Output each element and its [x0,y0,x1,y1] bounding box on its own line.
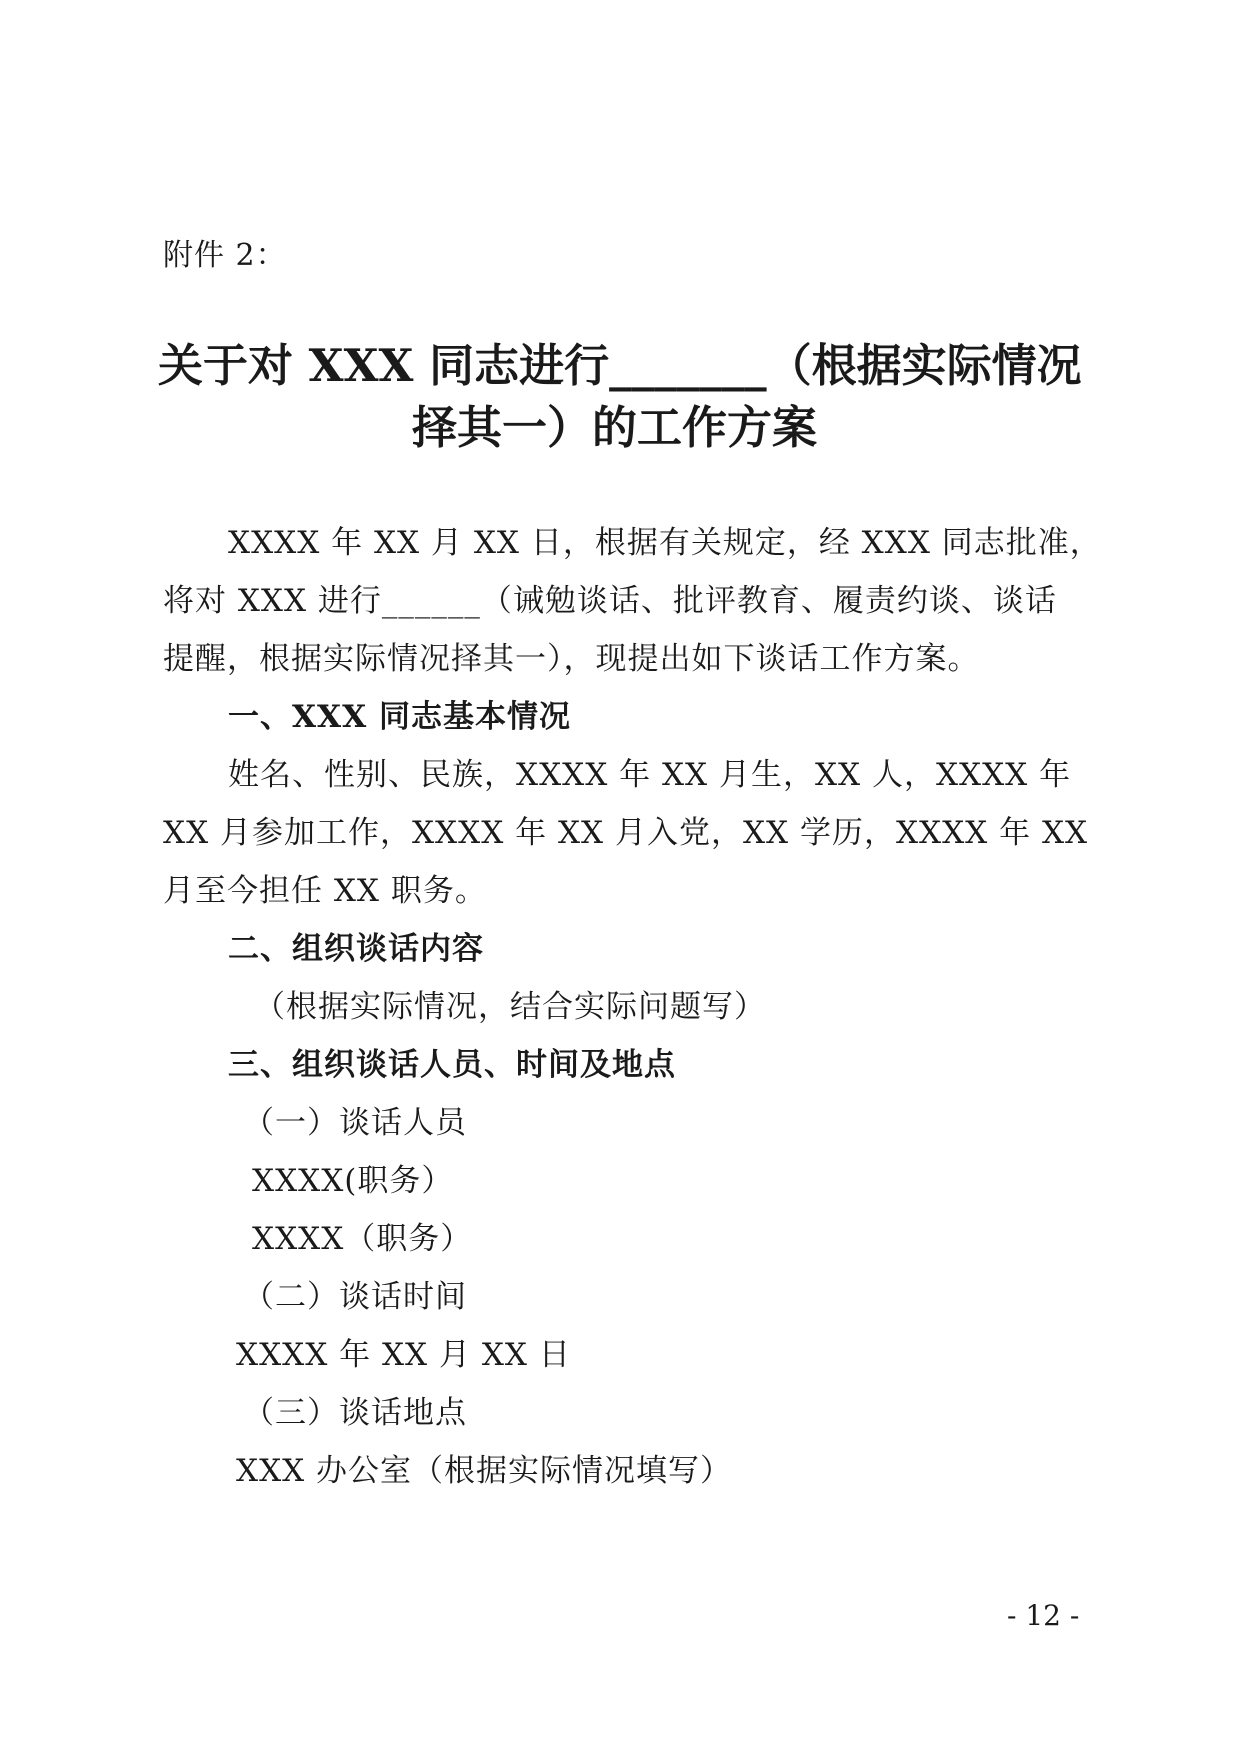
document-title-line-2: 择其一）的工作方案 [412,401,818,454]
section-1-line-1: 姓名、性别、民族，XXXX 年 XX 月生，XX 人，XXXX 年 [228,757,1072,793]
intro-line-2: 将对 XXX 进行______（诫勉谈话、批评教育、履责约谈、谈话 [163,583,1057,619]
section-2-heading: 二、组织谈话内容 [228,931,484,967]
intro-line-1: XXXX 年 XX 月 XX 日，根据有关规定，经 XXX 同志批准， [228,525,1102,561]
section-1-heading: 一、XXX 同志基本情况 [228,699,571,735]
section-3-sub-1: （一）谈话人员 [243,1105,467,1141]
section-3-heading: 三、组织谈话人员、时间及地点 [228,1047,676,1083]
interview-time: XXXX 年 XX 月 XX 日 [236,1337,571,1373]
interview-place: XXX 办公室（根据实际情况填写） [236,1453,733,1489]
document-title-line-1: 关于对 XXX 同志进行_______（根据实际情况 [158,339,1082,392]
interviewer-1: XXXX(职务） [252,1163,454,1199]
interviewer-2: XXXX（职务） [252,1221,473,1257]
attachment-label: 附件 2： [163,238,287,273]
section-3-sub-3: （三）谈话地点 [243,1395,467,1431]
section-1-line-2: XX 月参加工作，XXXX 年 XX 月入党，XX 学历，XXXX 年 XX [163,815,1089,851]
page-number: - 12 - [1007,1599,1080,1632]
section-2-note: （根据实际情况，结合实际问题写） [254,989,766,1025]
intro-line-3: 提醒，根据实际情况择其一），现提出如下谈话工作方案。 [163,641,980,677]
section-1-line-3: 月至今担任 XX 职务。 [163,873,487,909]
section-3-sub-2: （二）谈话时间 [243,1279,467,1315]
